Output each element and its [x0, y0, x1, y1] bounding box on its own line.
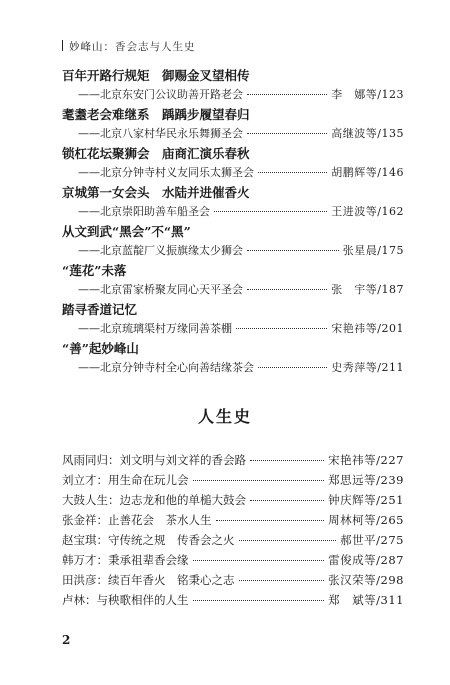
entry-source: ——北京雷家桥聚友同心天平圣会 [78, 283, 243, 296]
dot-leader [247, 289, 327, 290]
entry-title: 赵宝琪：守传统之规 传香会之火 [62, 533, 235, 547]
entry-title: 刘立才：用生命在玩儿会 [62, 473, 189, 487]
toc-section-rensheng [62, 452, 404, 612]
toc-entry [62, 300, 404, 339]
toc-row [62, 572, 404, 592]
entry-title: 卢林：与秧歌相伴的人生 [62, 593, 189, 607]
dot-leader [193, 560, 325, 561]
entry-title: 田洪彦：续百年香火 铭秉心之志 [62, 573, 235, 587]
entry-title: “莲花”未落 [62, 263, 127, 278]
entry-source: ——北京崇阳助善车船圣会 [78, 205, 210, 218]
entry-author-page: 宋艳祎等/201 [331, 322, 404, 335]
dot-leader [214, 211, 327, 212]
toc-row [62, 592, 404, 612]
dot-leader [247, 250, 339, 251]
entry-title: 韩万才：秉承祖辈香会缘 [62, 553, 189, 567]
entry-author-page: 史秀萍等/211 [331, 361, 404, 374]
dot-leader [247, 94, 327, 95]
dot-leader [239, 540, 337, 541]
toc-entry [62, 222, 404, 261]
dot-leader [236, 328, 327, 329]
entry-source: ——北京八家村华民永乐舞狮圣会 [78, 127, 243, 140]
entry-title: 从文到武“黑会”不“黑” [62, 224, 191, 239]
toc-entry [62, 183, 404, 222]
entry-source-line [62, 242, 404, 261]
entry-title: 百年开路行规矩 御赐金叉望相传 [62, 68, 250, 83]
entry-title: 京城第一女会头 水陆并进催香火 [62, 185, 250, 200]
entry-author-page: 胡鹏辉等/146 [331, 166, 404, 179]
entry-author-page: 张汉荣等/298 [328, 573, 404, 587]
entry-author-page: 张 宇等/187 [331, 283, 404, 296]
entry-author-page: 周林柯等/265 [328, 513, 404, 527]
entry-author-page: 宋艳祎等/227 [328, 453, 404, 467]
toc-row [62, 452, 404, 472]
entry-title: 锁杠花坛聚狮会 庙商汇演乐春秋 [62, 146, 250, 161]
entry-source: ——北京分钟寺村全心向善结缘茶会 [78, 361, 254, 374]
toc-entry [62, 144, 404, 183]
toc-row [62, 512, 404, 532]
entry-source-line [62, 359, 404, 378]
entry-source: ——北京东安门公议助善开路老会 [78, 88, 243, 101]
entry-source: ——北京琉璃渠村万缘同善茶棚 [78, 322, 232, 335]
entry-source-line [62, 320, 404, 339]
entry-title: 风雨同归：刘文明与刘文祥的香会路 [62, 453, 246, 467]
section-title: 人生史 [197, 407, 252, 426]
entry-source-line [62, 164, 404, 183]
entry-author-page: 郝世平/275 [340, 533, 404, 547]
entry-author-page: 雷俊成等/287 [328, 553, 404, 567]
toc-row [62, 492, 404, 512]
toc-entry [62, 105, 404, 144]
entry-title: 大鼓人生：边志龙和他的单槌大鼓会 [62, 493, 246, 507]
dot-leader [239, 580, 325, 581]
toc-entry [62, 339, 404, 378]
toc-row [62, 472, 404, 492]
entry-author-page: 钟庆辉等/251 [328, 493, 404, 507]
entry-author-page: 郑 斌等/311 [328, 593, 404, 607]
entry-source: ——北京蓝靛厂义振旗缘太少狮会 [78, 244, 243, 257]
entry-source: ——北京分钟寺村义友同乐太狮圣会 [78, 166, 254, 179]
entry-source-line [62, 281, 404, 300]
dot-leader [216, 520, 325, 521]
entry-author-page: 郑思远等/239 [328, 473, 404, 487]
running-head [62, 39, 196, 54]
dot-leader [258, 172, 327, 173]
entry-author-page: 李 娜等/123 [331, 88, 404, 101]
toc-row [62, 532, 404, 552]
dot-leader [258, 367, 327, 368]
entry-author-page: 高继波等/135 [331, 127, 404, 140]
dot-leader [193, 600, 325, 601]
running-head-rule [62, 40, 63, 51]
entry-source-line [62, 125, 404, 144]
dot-leader [250, 460, 324, 461]
entry-source-line [62, 86, 404, 105]
page-number: 2 [62, 633, 71, 647]
entry-title: “善”起妙峰山 [62, 341, 139, 356]
entry-title: 踏寻香道记忆 [62, 302, 138, 317]
entry-source-line [62, 203, 404, 222]
running-head-text: 妙峰山：香会志与人生史 [69, 41, 196, 53]
entry-author-page: 王进波等/162 [331, 205, 404, 218]
toc-entry [62, 66, 404, 105]
toc-section-xianghui [62, 66, 404, 378]
entry-title: 耄耋老会难继系 踽踽步履望春归 [62, 107, 250, 122]
toc-row [62, 552, 404, 572]
dot-leader [247, 133, 327, 134]
entry-author-page: 张星晨/175 [342, 244, 404, 257]
entry-title: 张金祥：止善花会 茶水人生 [62, 513, 212, 527]
dot-leader [250, 500, 324, 501]
dot-leader [193, 480, 325, 481]
toc-entry [62, 261, 404, 300]
